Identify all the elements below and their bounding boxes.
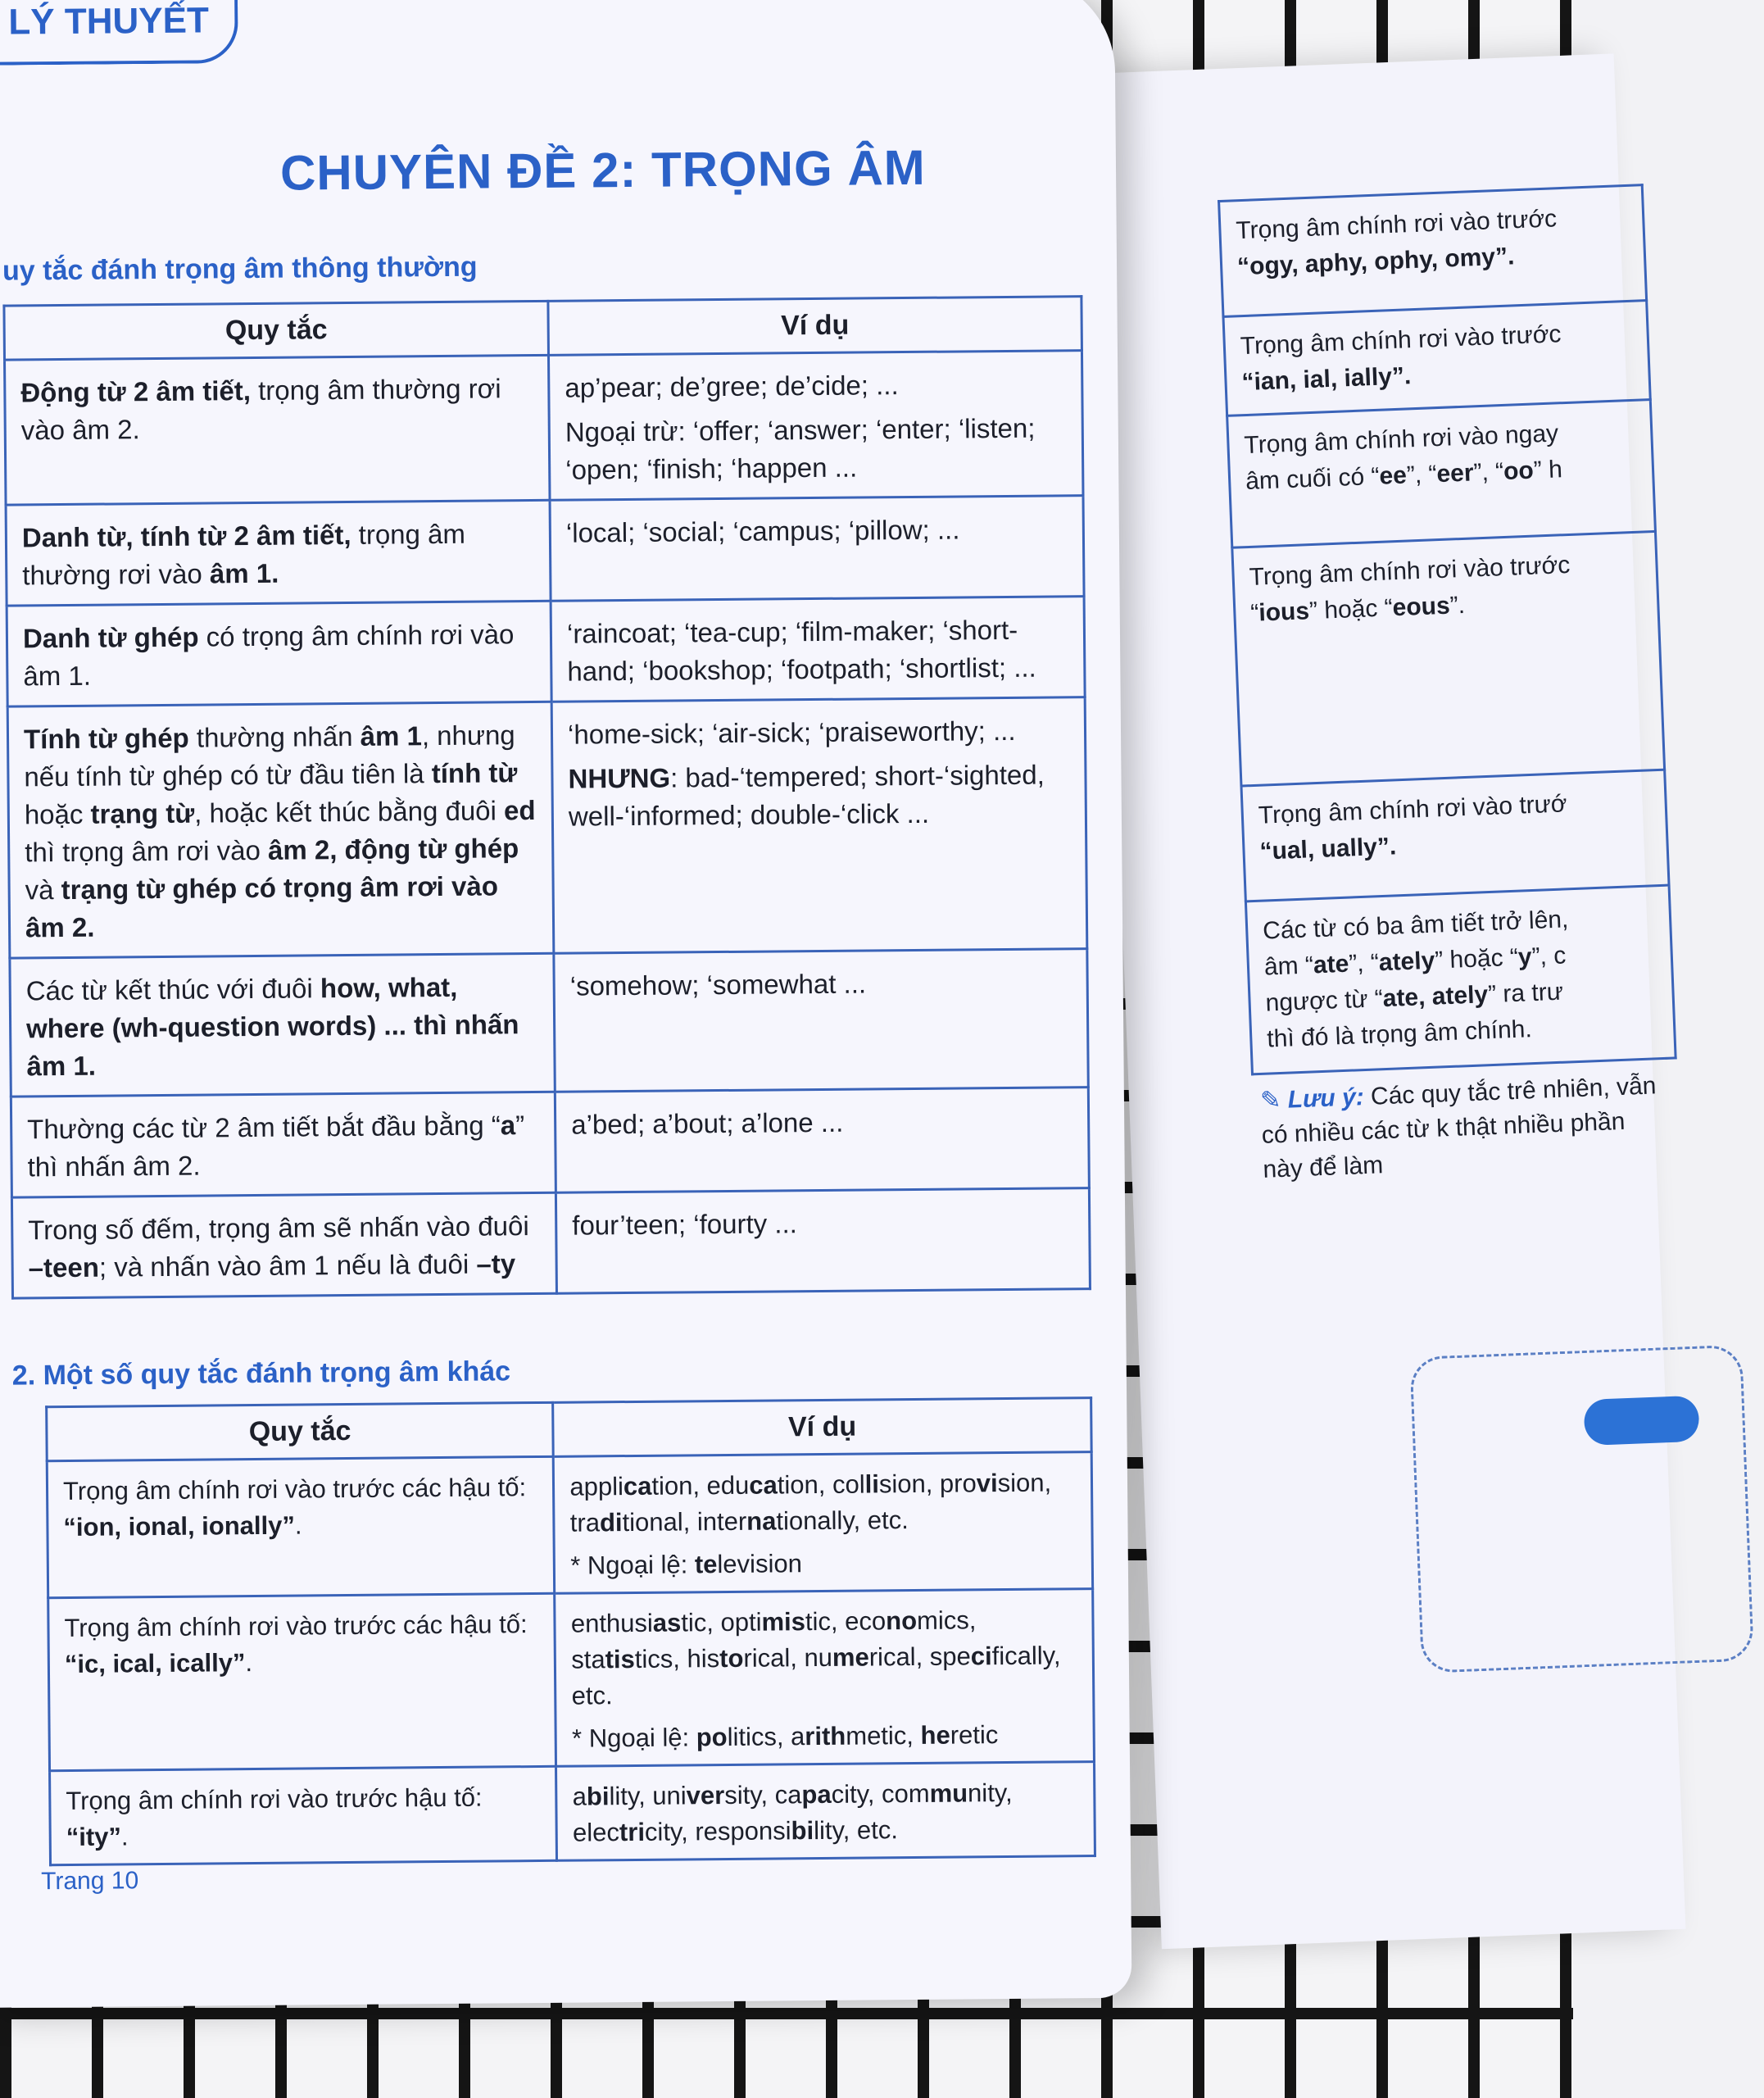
text-run: mis <box>761 1607 806 1637</box>
table-row <box>1241 770 1669 901</box>
text-run: Động từ 2 âm tiết, <box>20 375 252 408</box>
text-run: âm 2, động từ ghép <box>267 833 519 865</box>
common-rules-table <box>2 295 1091 1299</box>
rule-cell <box>47 1456 555 1597</box>
example-line: ap’pear; de’gree; de’cide; ... <box>565 370 899 403</box>
text-run: tion, edu <box>651 1470 750 1501</box>
text-run: mics, sta <box>571 1605 977 1674</box>
text-run: –ty <box>476 1248 516 1279</box>
text-run: city, com <box>831 1778 930 1809</box>
text-run: trọng âm thường rơi vào âm 2. <box>20 373 501 446</box>
text-run: tính từ <box>431 757 518 789</box>
text-run: tionally, etc. <box>776 1505 909 1536</box>
example-line <box>568 711 1069 753</box>
example-line <box>572 1716 1078 1756</box>
text-run: Tính từ ghép <box>23 722 189 755</box>
text-run: ”, “ <box>1348 949 1380 978</box>
text-run: litics, a <box>727 1722 805 1751</box>
text-run: enthusi <box>570 1608 653 1638</box>
page-number: Trang 10 <box>41 1867 139 1896</box>
table-row <box>11 1088 1089 1197</box>
text-run: pa <box>801 1779 832 1810</box>
text-run: “ic, ical, ically” <box>64 1648 246 1679</box>
dashed-frame <box>1409 1345 1754 1673</box>
text-run: âm 1. <box>209 557 279 589</box>
rule-cell <box>10 953 556 1097</box>
table-row <box>1223 301 1650 416</box>
text-run: mu <box>929 1778 968 1808</box>
text-run: thường nhấn <box>188 720 361 753</box>
text-run: âm cuối có “ <box>1245 462 1381 496</box>
rule-cell <box>1241 770 1669 901</box>
text-run: ; và nhấn vào âm 1 nếu là đuôi <box>98 1248 477 1283</box>
text-run: ”, “ <box>1472 457 1504 487</box>
text-run: te <box>694 1550 718 1579</box>
table-row <box>47 1452 1092 1598</box>
text-run: tion, col <box>777 1469 865 1500</box>
text-run: po <box>696 1722 728 1752</box>
text-run: ee <box>1378 461 1408 490</box>
example-cell <box>551 697 1087 954</box>
table-header-row <box>47 1398 1092 1461</box>
note-box <box>1259 1069 1672 1188</box>
text-run: Trong số đếm, trọng âm sẽ nhấn vào đuôi <box>28 1210 529 1246</box>
text-run: hoặc <box>24 798 91 830</box>
rule-cell <box>11 1192 556 1298</box>
rule-cell <box>7 601 551 706</box>
text-run: lity, etc. <box>813 1815 899 1846</box>
rule-cell <box>1223 301 1650 416</box>
text-run: ci <box>970 1642 992 1671</box>
table-row <box>7 597 1085 706</box>
col-rule-header: Quy tắc <box>47 1402 554 1460</box>
text-run: sion, tra <box>569 1468 1052 1537</box>
text-run: Thường các từ 2 âm tiết bắt đầu bằng “ <box>27 1110 501 1145</box>
text-run: sion, pro <box>878 1469 977 1499</box>
text-run: trọng âm thường rơi vào <box>22 518 466 591</box>
text-run: me <box>832 1642 869 1672</box>
rule-cell <box>1219 185 1647 317</box>
note-text: Các quy tắc trê nhiên, vẫn có nhiều các từ k thật nhiều phần này để làm <box>1261 1072 1657 1183</box>
text-run: eer <box>1435 459 1475 488</box>
text-run: ately <box>1378 947 1435 977</box>
text-run: “ual, ually”. <box>1258 833 1397 865</box>
example-cell <box>554 949 1088 1092</box>
text-run: how, what, where (wh-question words) ... thì nhấn <box>25 971 519 1044</box>
table-row <box>1245 885 1676 1074</box>
text-run: ious <box>1258 597 1310 627</box>
text-run: tis <box>605 1644 635 1674</box>
rule-cell <box>1245 885 1676 1074</box>
text-run: retic <box>950 1720 999 1750</box>
text-run: . <box>294 1510 302 1540</box>
text-run: có trọng âm chính rơi vào âm 1. <box>23 619 515 692</box>
text-run: “ <box>1249 599 1260 627</box>
note-label: Lưu ý: <box>1287 1083 1365 1114</box>
text-run: Trọng âm chính rơi vào trước hậu tố: <box>66 1782 483 1816</box>
text-run: ‘home-sick; ‘air-sick; ‘praiseworthy; ... <box>567 715 1016 750</box>
text-run: tic, opti <box>681 1607 762 1637</box>
blue-pill-decoration <box>1584 1396 1700 1446</box>
text-run: ca <box>623 1471 652 1501</box>
example-line: four’teen; ‘fourty ... <box>572 1208 797 1241</box>
text-run: “ogy, aphy, ophy, omy”. <box>1236 243 1515 281</box>
col-example-header: Ví dụ <box>548 297 1082 356</box>
rule-cell <box>5 355 551 505</box>
example-cell <box>551 597 1085 702</box>
text-run: nity, elec <box>572 1778 1013 1847</box>
rule-cell <box>50 1766 557 1864</box>
text-run: fically, etc. <box>571 1641 1061 1710</box>
section1-heading: uy tắc đánh trọng âm thông thường <box>2 251 478 287</box>
table-row <box>7 697 1087 958</box>
table-row <box>48 1589 1095 1771</box>
text-run: vi <box>976 1469 998 1498</box>
text-run: Trọng âm chính rơi vào trước <box>1249 551 1571 591</box>
text-run: no <box>886 1605 918 1636</box>
example-line: a’bed; a’bout; a’lone ... <box>571 1106 844 1140</box>
text-run: trạng từ ghép có trọng âm rơi vào âm 2. <box>25 870 499 943</box>
rule-cell <box>11 1092 556 1197</box>
table-row <box>10 949 1088 1097</box>
text-run: eous <box>1392 592 1451 622</box>
example-cell <box>556 1188 1090 1294</box>
text-run: Các từ có ba âm tiết trở lên, <box>1262 906 1569 945</box>
text-run: city, responsi <box>644 1816 791 1846</box>
text-run: . <box>245 1648 253 1678</box>
rule-cell <box>1232 531 1665 786</box>
section-tag: LÝ THUYẾT <box>0 0 238 66</box>
text-run: lity, uni <box>609 1781 687 1811</box>
text-run: rith <box>805 1721 846 1751</box>
text-run: âm 1 <box>360 720 423 752</box>
text-run: Trọng âm chính rơi vào trướ <box>1258 790 1568 829</box>
text-run: * Ngoại lệ: <box>570 1550 696 1580</box>
page-title: CHUYÊN ĐỀ 2: TRỌNG ÂM <box>279 139 926 201</box>
text-run: ate, ately <box>1382 981 1489 1013</box>
text-run: rical, spe <box>868 1642 971 1672</box>
text-run: trạng từ <box>90 797 195 829</box>
example-cell <box>555 1088 1089 1193</box>
text-run: ”, c <box>1530 942 1567 971</box>
table-row <box>1219 185 1647 317</box>
text-run: tics, his <box>634 1644 720 1673</box>
rule-cell <box>48 1593 556 1770</box>
table-row <box>5 351 1083 505</box>
text-run: as <box>652 1608 682 1637</box>
text-run: âm 1. <box>26 1050 97 1082</box>
example-line: ‘local; ‘social; ‘campus; ‘pillow; ... <box>565 514 960 548</box>
text-run: to <box>719 1643 744 1673</box>
table-row <box>1227 400 1656 548</box>
text-run: , hoặc kết thúc bằng đuôi <box>193 795 505 829</box>
rule-cell <box>6 500 551 606</box>
example-line: ‘somehow; ‘somewhat ... <box>569 968 867 1001</box>
rule-cell <box>7 702 554 958</box>
text-run: ” hoặc “ <box>1434 943 1519 974</box>
example-line: Ngoại trừ: ‘offer; ‘answer; ‘enter; ‘listen; ‘open; ‘finish; ‘happen ... <box>565 412 1036 485</box>
text-run: bi <box>791 1816 814 1846</box>
text-run: Các từ kết thúc với đuôi <box>25 973 321 1006</box>
text-run: a <box>572 1782 587 1811</box>
text-run: bi <box>586 1782 610 1811</box>
text-run: Danh từ, tính từ 2 âm tiết, <box>21 519 351 553</box>
text-run: sity, ca <box>724 1780 802 1810</box>
text-run: ca <box>749 1470 778 1500</box>
text-run: Trọng âm chính rơi vào trước <box>1240 320 1562 361</box>
text-run: “ion, ional, ionally” <box>63 1510 296 1542</box>
text-run: di <box>599 1508 623 1537</box>
text-run: thì trọng âm rơi vào <box>25 834 269 868</box>
example-cell <box>549 351 1083 501</box>
text-run: Trọng âm chính rơi vào trước các hậu tố: <box>62 1473 527 1506</box>
text-run: Danh từ ghép <box>22 621 199 654</box>
text-run: và <box>25 874 61 906</box>
text-run: ”. <box>1449 591 1466 620</box>
right-page <box>1090 53 1685 1949</box>
text-run: ”, “ <box>1406 461 1438 489</box>
table-header-row <box>4 297 1082 360</box>
text-run: tri <box>619 1817 646 1847</box>
text-run: a <box>500 1110 516 1141</box>
text-run: NHƯNG <box>568 762 671 794</box>
example-cell <box>556 1762 1095 1861</box>
text-run: “ity” <box>66 1822 122 1852</box>
text-run: li <box>864 1469 880 1499</box>
text-run: y <box>1517 943 1533 971</box>
text-run: he <box>920 1720 950 1750</box>
text-run: âm “ <box>1263 951 1314 981</box>
example-line <box>573 1774 1079 1851</box>
text-run: . <box>120 1822 129 1851</box>
col-example-header: Ví dụ <box>553 1398 1091 1457</box>
text-run: ate <box>1313 950 1349 979</box>
text-run: , nhưng nếu tính từ ghép có từ đầu tiên là <box>24 720 515 792</box>
rule-cell <box>1227 400 1656 548</box>
col-rule-header: Quy tắc <box>4 301 549 360</box>
text-run: ” thì nhấn âm 2. <box>27 1110 525 1183</box>
right-rules-table <box>1218 184 1677 1075</box>
text-run: * Ngoại lệ: <box>571 1723 696 1753</box>
other-rules-table <box>45 1396 1096 1866</box>
text-run: na <box>746 1506 777 1536</box>
example-line <box>570 1543 1077 1583</box>
text-run: levision <box>717 1549 802 1579</box>
text-run: : bad-‘tempered; short-‘sighted, well-‘informed; double-‘click ... <box>568 759 1045 832</box>
example-cell <box>555 1589 1094 1767</box>
example-line: ‘raincoat; ‘tea-cup; ‘film-maker; ‘short-hand; ‘bookshop; ‘footpath; ‘shortlist; ... <box>566 614 1036 687</box>
example-line <box>568 756 1070 835</box>
text-run: oo <box>1503 456 1535 485</box>
text-run: –teen <box>28 1251 100 1283</box>
table-row <box>6 496 1084 606</box>
table-row <box>50 1762 1095 1865</box>
text-run: rical, nu <box>743 1642 833 1673</box>
text-run: tional, inter <box>622 1506 747 1537</box>
table-row <box>1232 531 1665 786</box>
text-run: ” hoặc “ <box>1308 594 1394 625</box>
text-run: tic, eco <box>805 1606 887 1637</box>
text-run: appli <box>569 1472 624 1501</box>
text-run: Trọng âm chính rơi vào ngay <box>1243 420 1559 460</box>
example-line <box>569 1465 1076 1541</box>
text-run: “ian, ial, ially”. <box>1240 362 1412 397</box>
text-run: ngược từ “ <box>1265 985 1384 1017</box>
table-row <box>11 1188 1090 1298</box>
text-run: ” ra trư <box>1487 978 1564 1009</box>
text-run: metic, <box>846 1720 921 1751</box>
text-run: ” h <box>1533 456 1563 484</box>
example-cell <box>554 1452 1093 1594</box>
example-line <box>571 1601 1078 1714</box>
text-run: Trọng âm chính rơi vào trước các hậu tố: <box>64 1610 528 1643</box>
text-run: ver <box>686 1781 725 1810</box>
text-run: Trọng âm chính rơi vào trước <box>1235 205 1558 245</box>
text-run: ed <box>503 794 536 826</box>
pen-icon: ✎ <box>1259 1086 1282 1115</box>
text-run: thì đó là trọng âm chính. <box>1266 1015 1533 1053</box>
section2-heading: 2. Một số quy tắc đánh trọng âm khác <box>11 1356 511 1392</box>
example-cell <box>550 496 1084 602</box>
